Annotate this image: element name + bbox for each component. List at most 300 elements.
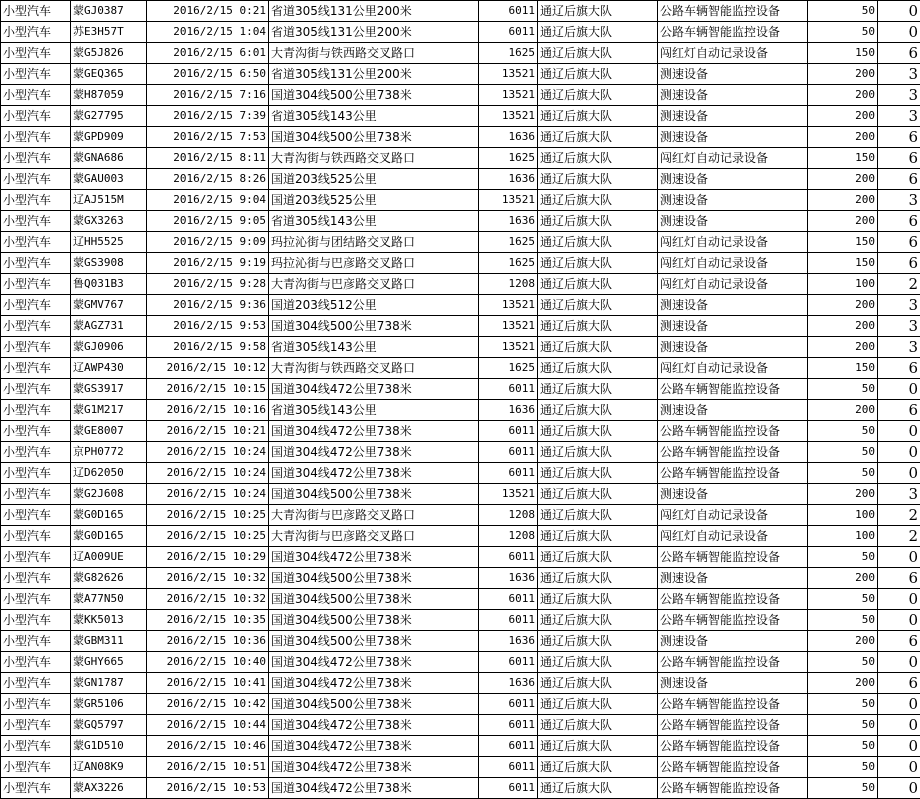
- vehicle-type-cell[interactable]: 小型汽车: [1, 526, 71, 547]
- department-cell[interactable]: 通辽后旗大队: [538, 610, 658, 631]
- department-cell[interactable]: 通辽后旗大队: [538, 379, 658, 400]
- plate-number-cell[interactable]: 蒙G0D165: [71, 526, 147, 547]
- fine-amount-cell[interactable]: 200: [808, 64, 878, 85]
- plate-number-cell[interactable]: 蒙GBM311: [71, 631, 147, 652]
- fine-amount-cell[interactable]: 150: [808, 253, 878, 274]
- department-cell[interactable]: 通辽后旗大队: [538, 526, 658, 547]
- violation-code-cell[interactable]: 1625: [479, 148, 538, 169]
- violation-code-cell[interactable]: 1208: [479, 274, 538, 295]
- plate-number-cell[interactable]: 蒙GNA686: [71, 148, 147, 169]
- penalty-points-cell[interactable]: 3: [878, 85, 920, 106]
- location-cell[interactable]: 玛拉沁街与巴彦路交叉路口: [269, 253, 479, 274]
- penalty-points-cell[interactable]: 3: [878, 316, 920, 337]
- location-cell[interactable]: 国道304线500公里738米: [269, 85, 479, 106]
- location-cell[interactable]: 省道305线131公里200米: [269, 22, 479, 43]
- fine-amount-cell[interactable]: 200: [808, 295, 878, 316]
- location-cell[interactable]: 大青沟街与铁西路交叉路口: [269, 43, 479, 64]
- location-cell[interactable]: 国道304线472公里738米: [269, 736, 479, 757]
- device-type-cell[interactable]: 测速设备: [658, 190, 808, 211]
- plate-number-cell[interactable]: 蒙GS3908: [71, 253, 147, 274]
- violation-code-cell[interactable]: 1636: [479, 211, 538, 232]
- plate-number-cell[interactable]: 蒙GS3917: [71, 379, 147, 400]
- device-type-cell[interactable]: 测速设备: [658, 295, 808, 316]
- location-cell[interactable]: 省道305线143公里: [269, 400, 479, 421]
- fine-amount-cell[interactable]: 200: [808, 169, 878, 190]
- plate-number-cell[interactable]: 蒙AGZ731: [71, 316, 147, 337]
- violation-code-cell[interactable]: 6011: [479, 694, 538, 715]
- violation-code-cell[interactable]: 6011: [479, 610, 538, 631]
- violation-time-cell[interactable]: 2016/2/15 7:39: [147, 106, 269, 127]
- vehicle-type-cell[interactable]: 小型汽车: [1, 295, 71, 316]
- device-type-cell[interactable]: 闯红灯自动记录设备: [658, 43, 808, 64]
- plate-number-cell[interactable]: 鲁Q031B3: [71, 274, 147, 295]
- penalty-points-cell[interactable]: 6: [878, 43, 920, 64]
- violation-time-cell[interactable]: 2016/2/15 9:09: [147, 232, 269, 253]
- penalty-points-cell[interactable]: 0: [878, 1, 920, 22]
- location-cell[interactable]: 省道305线143公里: [269, 337, 479, 358]
- penalty-points-cell[interactable]: 6: [878, 169, 920, 190]
- violation-time-cell[interactable]: 2016/2/15 10:32: [147, 568, 269, 589]
- violation-code-cell[interactable]: 1625: [479, 232, 538, 253]
- fine-amount-cell[interactable]: 200: [808, 484, 878, 505]
- fine-amount-cell[interactable]: 50: [808, 1, 878, 22]
- violation-time-cell[interactable]: 2016/2/15 7:53: [147, 127, 269, 148]
- location-cell[interactable]: 国道304线472公里738米: [269, 652, 479, 673]
- vehicle-type-cell[interactable]: 小型汽车: [1, 358, 71, 379]
- penalty-points-cell[interactable]: 0: [878, 736, 920, 757]
- violation-time-cell[interactable]: 2016/2/15 10:12: [147, 358, 269, 379]
- location-cell[interactable]: 省道305线143公里: [269, 106, 479, 127]
- device-type-cell[interactable]: 测速设备: [658, 85, 808, 106]
- location-cell[interactable]: 国道304线500公里738米: [269, 568, 479, 589]
- department-cell[interactable]: 通辽后旗大队: [538, 190, 658, 211]
- plate-number-cell[interactable]: 辽AJ515M: [71, 190, 147, 211]
- violation-code-cell[interactable]: 1636: [479, 400, 538, 421]
- vehicle-type-cell[interactable]: 小型汽车: [1, 43, 71, 64]
- violation-time-cell[interactable]: 2016/2/15 9:58: [147, 337, 269, 358]
- plate-number-cell[interactable]: 蒙GEQ365: [71, 64, 147, 85]
- penalty-points-cell[interactable]: 2: [878, 526, 920, 547]
- vehicle-type-cell[interactable]: 小型汽车: [1, 484, 71, 505]
- violation-time-cell[interactable]: 2016/2/15 0:21: [147, 1, 269, 22]
- location-cell[interactable]: 国道304线472公里738米: [269, 547, 479, 568]
- device-type-cell[interactable]: 公路车辆智能监控设备: [658, 547, 808, 568]
- violation-code-cell[interactable]: 13521: [479, 295, 538, 316]
- device-type-cell[interactable]: 闯红灯自动记录设备: [658, 358, 808, 379]
- device-type-cell[interactable]: 闯红灯自动记录设备: [658, 274, 808, 295]
- department-cell[interactable]: 通辽后旗大队: [538, 358, 658, 379]
- vehicle-type-cell[interactable]: 小型汽车: [1, 421, 71, 442]
- vehicle-type-cell[interactable]: 小型汽车: [1, 148, 71, 169]
- vehicle-type-cell[interactable]: 小型汽车: [1, 400, 71, 421]
- location-cell[interactable]: 国道304线472公里738米: [269, 715, 479, 736]
- plate-number-cell[interactable]: 蒙KK5013: [71, 610, 147, 631]
- violation-code-cell[interactable]: 6011: [479, 736, 538, 757]
- penalty-points-cell[interactable]: 6: [878, 568, 920, 589]
- location-cell[interactable]: 国道203线512公里: [269, 295, 479, 316]
- violation-code-cell[interactable]: 6011: [479, 22, 538, 43]
- plate-number-cell[interactable]: 蒙GAU003: [71, 169, 147, 190]
- violation-time-cell[interactable]: 2016/2/15 10:36: [147, 631, 269, 652]
- penalty-points-cell[interactable]: 3: [878, 295, 920, 316]
- violation-time-cell[interactable]: 2016/2/15 10:25: [147, 505, 269, 526]
- fine-amount-cell[interactable]: 200: [808, 190, 878, 211]
- violation-code-cell[interactable]: 6011: [479, 547, 538, 568]
- violation-code-cell[interactable]: 6011: [479, 421, 538, 442]
- location-cell[interactable]: 国道304线472公里738米: [269, 778, 479, 799]
- plate-number-cell[interactable]: 蒙GN1787: [71, 673, 147, 694]
- violation-time-cell[interactable]: 2016/2/15 6:50: [147, 64, 269, 85]
- fine-amount-cell[interactable]: 50: [808, 589, 878, 610]
- department-cell[interactable]: 通辽后旗大队: [538, 463, 658, 484]
- penalty-points-cell[interactable]: 0: [878, 421, 920, 442]
- plate-number-cell[interactable]: 蒙G27795: [71, 106, 147, 127]
- device-type-cell[interactable]: 测速设备: [658, 400, 808, 421]
- violation-time-cell[interactable]: 2016/2/15 10:42: [147, 694, 269, 715]
- penalty-points-cell[interactable]: 0: [878, 463, 920, 484]
- department-cell[interactable]: 通辽后旗大队: [538, 106, 658, 127]
- penalty-points-cell[interactable]: 0: [878, 715, 920, 736]
- device-type-cell[interactable]: 公路车辆智能监控设备: [658, 22, 808, 43]
- vehicle-type-cell[interactable]: 小型汽车: [1, 505, 71, 526]
- device-type-cell[interactable]: 公路车辆智能监控设备: [658, 463, 808, 484]
- device-type-cell[interactable]: 公路车辆智能监控设备: [658, 421, 808, 442]
- penalty-points-cell[interactable]: 3: [878, 64, 920, 85]
- violation-code-cell[interactable]: 6011: [479, 715, 538, 736]
- device-type-cell[interactable]: 测速设备: [658, 64, 808, 85]
- fine-amount-cell[interactable]: 200: [808, 400, 878, 421]
- fine-amount-cell[interactable]: 200: [808, 127, 878, 148]
- violation-code-cell[interactable]: 1208: [479, 526, 538, 547]
- violation-code-cell[interactable]: 6011: [479, 757, 538, 778]
- penalty-points-cell[interactable]: 6: [878, 673, 920, 694]
- location-cell[interactable]: 国道304线472公里738米: [269, 442, 479, 463]
- vehicle-type-cell[interactable]: 小型汽车: [1, 379, 71, 400]
- violation-time-cell[interactable]: 2016/2/15 9:28: [147, 274, 269, 295]
- fine-amount-cell[interactable]: 200: [808, 673, 878, 694]
- vehicle-type-cell[interactable]: 小型汽车: [1, 337, 71, 358]
- penalty-points-cell[interactable]: 6: [878, 358, 920, 379]
- violation-code-cell[interactable]: 1636: [479, 568, 538, 589]
- location-cell[interactable]: 大青沟街与铁西路交叉路口: [269, 148, 479, 169]
- violation-time-cell[interactable]: 2016/2/15 1:04: [147, 22, 269, 43]
- device-type-cell[interactable]: 测速设备: [658, 631, 808, 652]
- penalty-points-cell[interactable]: 3: [878, 190, 920, 211]
- penalty-points-cell[interactable]: 0: [878, 442, 920, 463]
- plate-number-cell[interactable]: 辽HH5525: [71, 232, 147, 253]
- violation-code-cell[interactable]: 1636: [479, 673, 538, 694]
- penalty-points-cell[interactable]: 0: [878, 778, 920, 799]
- department-cell[interactable]: 通辽后旗大队: [538, 631, 658, 652]
- violation-code-cell[interactable]: 6011: [479, 463, 538, 484]
- department-cell[interactable]: 通辽后旗大队: [538, 400, 658, 421]
- violation-code-cell[interactable]: 1625: [479, 358, 538, 379]
- violation-code-cell[interactable]: 6011: [479, 379, 538, 400]
- penalty-points-cell[interactable]: 6: [878, 631, 920, 652]
- location-cell[interactable]: 国道304线500公里738米: [269, 484, 479, 505]
- fine-amount-cell[interactable]: 50: [808, 652, 878, 673]
- violation-time-cell[interactable]: 2016/2/15 10:35: [147, 610, 269, 631]
- violation-time-cell[interactable]: 2016/2/15 10:46: [147, 736, 269, 757]
- device-type-cell[interactable]: 公路车辆智能监控设备: [658, 694, 808, 715]
- department-cell[interactable]: 通辽后旗大队: [538, 673, 658, 694]
- plate-number-cell[interactable]: 辽D62050: [71, 463, 147, 484]
- violation-code-cell[interactable]: 13521: [479, 106, 538, 127]
- location-cell[interactable]: 国道203线525公里: [269, 169, 479, 190]
- department-cell[interactable]: 通辽后旗大队: [538, 295, 658, 316]
- fine-amount-cell[interactable]: 50: [808, 463, 878, 484]
- plate-number-cell[interactable]: 蒙G0D165: [71, 505, 147, 526]
- violation-time-cell[interactable]: 2016/2/15 10:24: [147, 484, 269, 505]
- vehicle-type-cell[interactable]: 小型汽车: [1, 190, 71, 211]
- violation-code-cell[interactable]: 1208: [479, 505, 538, 526]
- plate-number-cell[interactable]: 蒙GJ0906: [71, 337, 147, 358]
- department-cell[interactable]: 通辽后旗大队: [538, 589, 658, 610]
- device-type-cell[interactable]: 公路车辆智能监控设备: [658, 715, 808, 736]
- violation-time-cell[interactable]: 2016/2/15 10:16: [147, 400, 269, 421]
- vehicle-type-cell[interactable]: 小型汽车: [1, 673, 71, 694]
- penalty-points-cell[interactable]: 6: [878, 253, 920, 274]
- department-cell[interactable]: 通辽后旗大队: [538, 316, 658, 337]
- penalty-points-cell[interactable]: 6: [878, 148, 920, 169]
- location-cell[interactable]: 省道305线131公里200米: [269, 1, 479, 22]
- penalty-points-cell[interactable]: 0: [878, 379, 920, 400]
- location-cell[interactable]: 国道203线525公里: [269, 190, 479, 211]
- vehicle-type-cell[interactable]: 小型汽车: [1, 85, 71, 106]
- fine-amount-cell[interactable]: 200: [808, 568, 878, 589]
- department-cell[interactable]: 通辽后旗大队: [538, 652, 658, 673]
- fine-amount-cell[interactable]: 200: [808, 106, 878, 127]
- plate-number-cell[interactable]: 苏E3H57T: [71, 22, 147, 43]
- violation-time-cell[interactable]: 2016/2/15 10:24: [147, 463, 269, 484]
- vehicle-type-cell[interactable]: 小型汽车: [1, 694, 71, 715]
- plate-number-cell[interactable]: 蒙GX3263: [71, 211, 147, 232]
- vehicle-type-cell[interactable]: 小型汽车: [1, 589, 71, 610]
- violation-time-cell[interactable]: 2016/2/15 10:24: [147, 442, 269, 463]
- fine-amount-cell[interactable]: 200: [808, 337, 878, 358]
- location-cell[interactable]: 大青沟街与巴彦路交叉路口: [269, 274, 479, 295]
- violation-time-cell[interactable]: 2016/2/15 10:25: [147, 526, 269, 547]
- plate-number-cell[interactable]: 蒙GHY665: [71, 652, 147, 673]
- violation-code-cell[interactable]: 13521: [479, 64, 538, 85]
- vehicle-type-cell[interactable]: 小型汽车: [1, 757, 71, 778]
- plate-number-cell[interactable]: 蒙GMV767: [71, 295, 147, 316]
- fine-amount-cell[interactable]: 200: [808, 316, 878, 337]
- penalty-points-cell[interactable]: 0: [878, 589, 920, 610]
- location-cell[interactable]: 国道304线500公里738米: [269, 610, 479, 631]
- penalty-points-cell[interactable]: 3: [878, 337, 920, 358]
- vehicle-type-cell[interactable]: 小型汽车: [1, 64, 71, 85]
- violation-code-cell[interactable]: 1625: [479, 253, 538, 274]
- penalty-points-cell[interactable]: 6: [878, 400, 920, 421]
- violation-time-cell[interactable]: 2016/2/15 9:04: [147, 190, 269, 211]
- device-type-cell[interactable]: 测速设备: [658, 568, 808, 589]
- vehicle-type-cell[interactable]: 小型汽车: [1, 631, 71, 652]
- violation-code-cell[interactable]: 1636: [479, 127, 538, 148]
- fine-amount-cell[interactable]: 50: [808, 694, 878, 715]
- violation-time-cell[interactable]: 2016/2/15 8:26: [147, 169, 269, 190]
- penalty-points-cell[interactable]: 3: [878, 484, 920, 505]
- vehicle-type-cell[interactable]: 小型汽车: [1, 211, 71, 232]
- device-type-cell[interactable]: 闯红灯自动记录设备: [658, 526, 808, 547]
- plate-number-cell[interactable]: 蒙AX3226: [71, 778, 147, 799]
- department-cell[interactable]: 通辽后旗大队: [538, 253, 658, 274]
- fine-amount-cell[interactable]: 50: [808, 547, 878, 568]
- violation-code-cell[interactable]: 6011: [479, 778, 538, 799]
- device-type-cell[interactable]: 测速设备: [658, 316, 808, 337]
- violation-time-cell[interactable]: 2016/2/15 10:40: [147, 652, 269, 673]
- location-cell[interactable]: 省道305线131公里200米: [269, 64, 479, 85]
- department-cell[interactable]: 通辽后旗大队: [538, 232, 658, 253]
- department-cell[interactable]: 通辽后旗大队: [538, 22, 658, 43]
- department-cell[interactable]: 通辽后旗大队: [538, 778, 658, 799]
- location-cell[interactable]: 国道304线472公里738米: [269, 673, 479, 694]
- penalty-points-cell[interactable]: 6: [878, 211, 920, 232]
- device-type-cell[interactable]: 测速设备: [658, 337, 808, 358]
- device-type-cell[interactable]: 公路车辆智能监控设备: [658, 379, 808, 400]
- device-type-cell[interactable]: 闯红灯自动记录设备: [658, 505, 808, 526]
- plate-number-cell[interactable]: 蒙G2J608: [71, 484, 147, 505]
- violation-time-cell[interactable]: 2016/2/15 6:01: [147, 43, 269, 64]
- penalty-points-cell[interactable]: 0: [878, 757, 920, 778]
- location-cell[interactable]: 国道304线472公里738米: [269, 757, 479, 778]
- penalty-points-cell[interactable]: 2: [878, 274, 920, 295]
- department-cell[interactable]: 通辽后旗大队: [538, 64, 658, 85]
- violation-time-cell[interactable]: 2016/2/15 8:11: [147, 148, 269, 169]
- fine-amount-cell[interactable]: 200: [808, 85, 878, 106]
- violation-time-cell[interactable]: 2016/2/15 7:16: [147, 85, 269, 106]
- penalty-points-cell[interactable]: 2: [878, 505, 920, 526]
- plate-number-cell[interactable]: 辽AWP430: [71, 358, 147, 379]
- device-type-cell[interactable]: 公路车辆智能监控设备: [658, 736, 808, 757]
- plate-number-cell[interactable]: 京PH0772: [71, 442, 147, 463]
- department-cell[interactable]: 通辽后旗大队: [538, 148, 658, 169]
- device-type-cell[interactable]: 测速设备: [658, 106, 808, 127]
- device-type-cell[interactable]: 闯红灯自动记录设备: [658, 253, 808, 274]
- device-type-cell[interactable]: 测速设备: [658, 211, 808, 232]
- violation-time-cell[interactable]: 2016/2/15 9:05: [147, 211, 269, 232]
- plate-number-cell[interactable]: 蒙G5J826: [71, 43, 147, 64]
- violation-time-cell[interactable]: 2016/2/15 10:44: [147, 715, 269, 736]
- location-cell[interactable]: 大青沟街与巴彦路交叉路口: [269, 505, 479, 526]
- vehicle-type-cell[interactable]: 小型汽车: [1, 106, 71, 127]
- penalty-points-cell[interactable]: 0: [878, 694, 920, 715]
- department-cell[interactable]: 通辽后旗大队: [538, 757, 658, 778]
- violation-time-cell[interactable]: 2016/2/15 10:53: [147, 778, 269, 799]
- department-cell[interactable]: 通辽后旗大队: [538, 1, 658, 22]
- fine-amount-cell[interactable]: 100: [808, 526, 878, 547]
- violation-code-cell[interactable]: 6011: [479, 652, 538, 673]
- location-cell[interactable]: 大青沟街与铁西路交叉路口: [269, 358, 479, 379]
- location-cell[interactable]: 国道304线500公里738米: [269, 316, 479, 337]
- penalty-points-cell[interactable]: 3: [878, 106, 920, 127]
- plate-number-cell[interactable]: 蒙GPD909: [71, 127, 147, 148]
- penalty-points-cell[interactable]: 6: [878, 127, 920, 148]
- plate-number-cell[interactable]: 蒙G1M217: [71, 400, 147, 421]
- vehicle-type-cell[interactable]: 小型汽车: [1, 547, 71, 568]
- location-cell[interactable]: 国道304线472公里738米: [269, 463, 479, 484]
- department-cell[interactable]: 通辽后旗大队: [538, 505, 658, 526]
- device-type-cell[interactable]: 公路车辆智能监控设备: [658, 757, 808, 778]
- plate-number-cell[interactable]: 蒙GJ0387: [71, 1, 147, 22]
- vehicle-type-cell[interactable]: 小型汽车: [1, 274, 71, 295]
- vehicle-type-cell[interactable]: 小型汽车: [1, 22, 71, 43]
- department-cell[interactable]: 通辽后旗大队: [538, 547, 658, 568]
- violation-code-cell[interactable]: 13521: [479, 337, 538, 358]
- fine-amount-cell[interactable]: 100: [808, 274, 878, 295]
- plate-number-cell[interactable]: 蒙GQ5797: [71, 715, 147, 736]
- location-cell[interactable]: 国道304线500公里738米: [269, 631, 479, 652]
- plate-number-cell[interactable]: 蒙GR5106: [71, 694, 147, 715]
- violation-time-cell[interactable]: 2016/2/15 9:36: [147, 295, 269, 316]
- vehicle-type-cell[interactable]: 小型汽车: [1, 253, 71, 274]
- fine-amount-cell[interactable]: 50: [808, 610, 878, 631]
- penalty-points-cell[interactable]: 0: [878, 22, 920, 43]
- violation-time-cell[interactable]: 2016/2/15 10:51: [147, 757, 269, 778]
- department-cell[interactable]: 通辽后旗大队: [538, 337, 658, 358]
- device-type-cell[interactable]: 测速设备: [658, 127, 808, 148]
- department-cell[interactable]: 通辽后旗大队: [538, 169, 658, 190]
- department-cell[interactable]: 通辽后旗大队: [538, 694, 658, 715]
- location-cell[interactable]: 省道305线143公里: [269, 211, 479, 232]
- department-cell[interactable]: 通辽后旗大队: [538, 274, 658, 295]
- device-type-cell[interactable]: 公路车辆智能监控设备: [658, 610, 808, 631]
- violation-code-cell[interactable]: 6011: [479, 589, 538, 610]
- device-type-cell[interactable]: 测速设备: [658, 169, 808, 190]
- department-cell[interactable]: 通辽后旗大队: [538, 484, 658, 505]
- vehicle-type-cell[interactable]: 小型汽车: [1, 610, 71, 631]
- vehicle-type-cell[interactable]: 小型汽车: [1, 652, 71, 673]
- device-type-cell[interactable]: 公路车辆智能监控设备: [658, 442, 808, 463]
- department-cell[interactable]: 通辽后旗大队: [538, 568, 658, 589]
- location-cell[interactable]: 国道304线500公里738米: [269, 589, 479, 610]
- fine-amount-cell[interactable]: 200: [808, 631, 878, 652]
- fine-amount-cell[interactable]: 150: [808, 232, 878, 253]
- location-cell[interactable]: 国道304线500公里738米: [269, 694, 479, 715]
- violation-time-cell[interactable]: 2016/2/15 10:15: [147, 379, 269, 400]
- department-cell[interactable]: 通辽后旗大队: [538, 715, 658, 736]
- plate-number-cell[interactable]: 蒙G1D510: [71, 736, 147, 757]
- location-cell[interactable]: 玛拉沁街与团结路交叉路口: [269, 232, 479, 253]
- fine-amount-cell[interactable]: 100: [808, 505, 878, 526]
- department-cell[interactable]: 通辽后旗大队: [538, 442, 658, 463]
- vehicle-type-cell[interactable]: 小型汽车: [1, 463, 71, 484]
- location-cell[interactable]: 国道304线472公里738米: [269, 421, 479, 442]
- violation-time-cell[interactable]: 2016/2/15 9:19: [147, 253, 269, 274]
- fine-amount-cell[interactable]: 200: [808, 211, 878, 232]
- violation-code-cell[interactable]: 13521: [479, 316, 538, 337]
- violation-code-cell[interactable]: 1625: [479, 43, 538, 64]
- plate-number-cell[interactable]: 蒙G82626: [71, 568, 147, 589]
- violation-code-cell[interactable]: 6011: [479, 442, 538, 463]
- plate-number-cell[interactable]: 辽AN08K9: [71, 757, 147, 778]
- fine-amount-cell[interactable]: 50: [808, 379, 878, 400]
- violation-code-cell[interactable]: 13521: [479, 190, 538, 211]
- vehicle-type-cell[interactable]: 小型汽车: [1, 169, 71, 190]
- department-cell[interactable]: 通辽后旗大队: [538, 421, 658, 442]
- vehicle-type-cell[interactable]: 小型汽车: [1, 232, 71, 253]
- department-cell[interactable]: 通辽后旗大队: [538, 85, 658, 106]
- fine-amount-cell[interactable]: 150: [808, 43, 878, 64]
- violation-time-cell[interactable]: 2016/2/15 10:32: [147, 589, 269, 610]
- violation-code-cell[interactable]: 6011: [479, 1, 538, 22]
- penalty-points-cell[interactable]: 0: [878, 547, 920, 568]
- violation-code-cell[interactable]: 13521: [479, 484, 538, 505]
- vehicle-type-cell[interactable]: 小型汽车: [1, 1, 71, 22]
- device-type-cell[interactable]: 测速设备: [658, 484, 808, 505]
- violation-code-cell[interactable]: 13521: [479, 85, 538, 106]
- plate-number-cell[interactable]: 辽A009UE: [71, 547, 147, 568]
